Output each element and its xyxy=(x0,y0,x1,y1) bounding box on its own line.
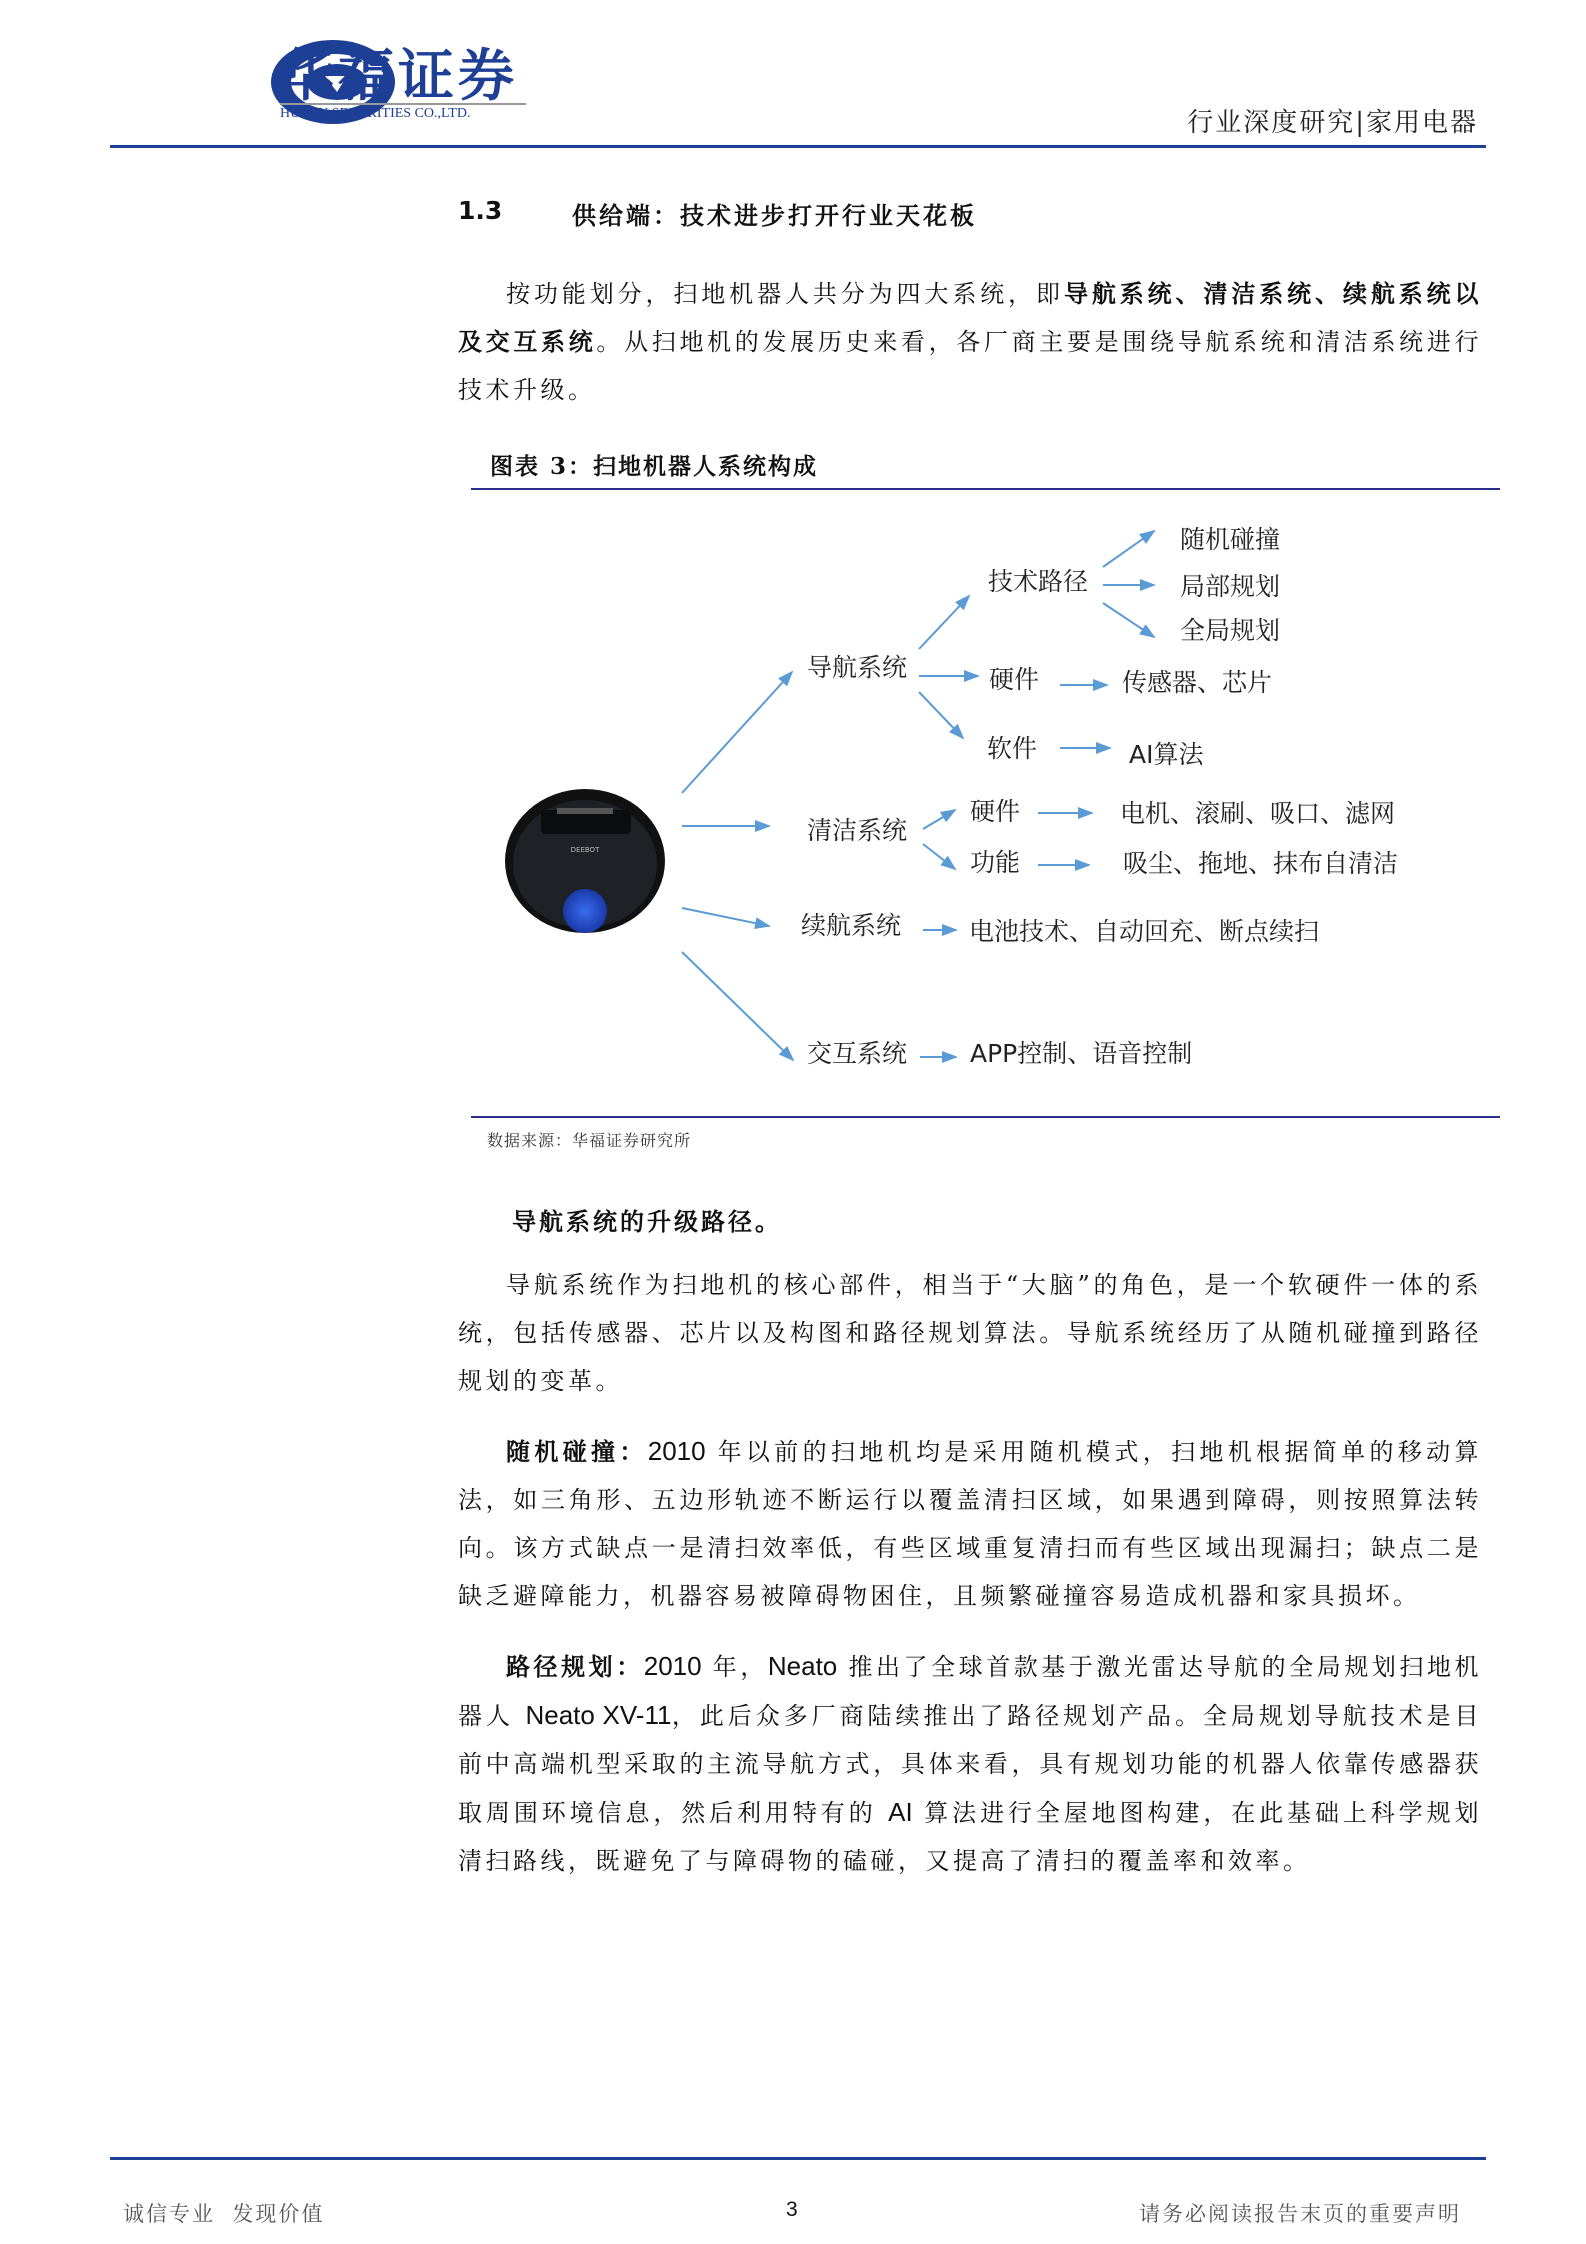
node-battery-items: 电池技术、自动回充、断点续扫 xyxy=(969,917,1320,946)
node-tech-path: 技术路径 xyxy=(987,567,1089,596)
node-interact-items: APP控制、语音控制 xyxy=(970,1039,1193,1068)
paragraph-intro: 按功能划分，扫地机器人共分为四大系统，即导航系统、清洁系统、续航系统以及交互系统。从扫地机的发展历史来看，各厂商主要是围绕导航系统和清洁系统进行技术升级。 xyxy=(458,279,1483,404)
node-nav-software: 软件 xyxy=(986,734,1038,763)
figure-title: 图表 3：扫地机器人系统构成 xyxy=(490,453,819,480)
robot-vacuum-image xyxy=(505,789,665,933)
arrow-nav-tech xyxy=(919,596,969,649)
page-number: 3 xyxy=(786,2198,800,2221)
node-clean-hardware: 硬件 xyxy=(969,797,1021,826)
system-diagram xyxy=(471,490,1501,1117)
robot-brand-label: DEEBOT xyxy=(570,846,600,854)
node-clean-function: 功能 xyxy=(969,848,1021,877)
node-nav: 导航系统 xyxy=(806,653,908,682)
footer-slogan: 诚信专业 发现价值 xyxy=(123,2202,325,2226)
node-clean: 清洁系统 xyxy=(806,816,908,845)
node-global: 全局规划 xyxy=(1180,616,1281,645)
node-sensor: 传感器、芯片 xyxy=(1122,668,1273,697)
node-functions: 吸尘、拖地、抹布自清洁 xyxy=(1123,849,1399,878)
subheading: 导航系统的升级路径。 xyxy=(512,1207,782,1236)
header-rule xyxy=(110,145,1486,148)
node-motor: 电机、滚刷、吸口、滤网 xyxy=(1120,799,1396,828)
paragraph-random-collision: 随机碰撞：2010 年以前的扫地机均是采用随机模式，扫地机根据简单的移动算法，如三角形、五边形轨迹不断运行以覆盖清扫区域，如果遇到障碍，则按照算法转向。该方式缺点一是清扫效率低，有些区域重复清扫而有些区域出现漏扫；缺点二是缺乏避障能力，机器容易被障碍物困住，且频繁碰撞容易造成机器和家具损坏。 xyxy=(458,1436,1483,1610)
node-ai: AI算法 xyxy=(1129,740,1204,769)
node-local: 局部规划 xyxy=(1180,572,1281,601)
node-random: 随机碰撞 xyxy=(1180,525,1281,554)
arrow-to-battery xyxy=(682,908,769,926)
report-category: 行业深度研究|家用电器 xyxy=(1187,108,1478,138)
arrow-tech-global xyxy=(1103,603,1154,637)
arrow-clean-fn xyxy=(923,844,955,869)
node-nav-hardware: 硬件 xyxy=(988,665,1040,694)
arrow-tech-random xyxy=(1103,531,1154,567)
logo-chinese-name: 华福证券 xyxy=(278,43,518,109)
node-interact: 交互系统 xyxy=(806,1039,908,1068)
figure-bottom-rule xyxy=(471,1116,1500,1118)
arrow-to-nav xyxy=(682,672,792,793)
footer-notice: 请务必阅读报告末页的重要声明 xyxy=(1139,2202,1461,2226)
logo-english-name: HUAFU SECURITIES CO.,LTD. xyxy=(280,103,526,122)
footer-rule xyxy=(110,2157,1486,2160)
section-number: 1.3 xyxy=(458,196,503,225)
arrow-clean-hw xyxy=(923,810,955,829)
node-battery: 续航系统 xyxy=(800,911,902,940)
paragraph-nav-system: 导航系统作为扫地机的核心部件，相当于“大脑”的角色，是一个软硬件一体的系统，包括传感器、芯片以及构图和路径规划算法。导航系统经历了从随机碰撞到路径规划的变革。 xyxy=(458,1271,1482,1395)
diagram-arrows xyxy=(682,531,1154,1060)
section-title: 供给端：技术进步打开行业天花板 xyxy=(572,201,977,230)
arrow-to-interact xyxy=(682,952,793,1060)
paragraph-path-planning: 路径规划：2010 年，Neato 推出了全球首款基于激光雷达导航的全局规划扫地机器人 Neato XV-11，此后众多厂商陆续推出了路径规划产品。全局规划导航技术是目前中高端机型采取的主流导航方式，具体来看，具有规划功能的机器人依靠传感器获取周围环境信息，然后利用特有的 AI 算法进行全屋地图构建，在此基础上科学规划清扫路线，既避免了与障碍物的磕碰，又提高了清扫的覆盖率和效率。 xyxy=(458,1651,1483,1875)
arrow-nav-sw xyxy=(919,692,963,738)
figure-source: 数据来源：华福证券研究所 xyxy=(487,1131,692,1150)
